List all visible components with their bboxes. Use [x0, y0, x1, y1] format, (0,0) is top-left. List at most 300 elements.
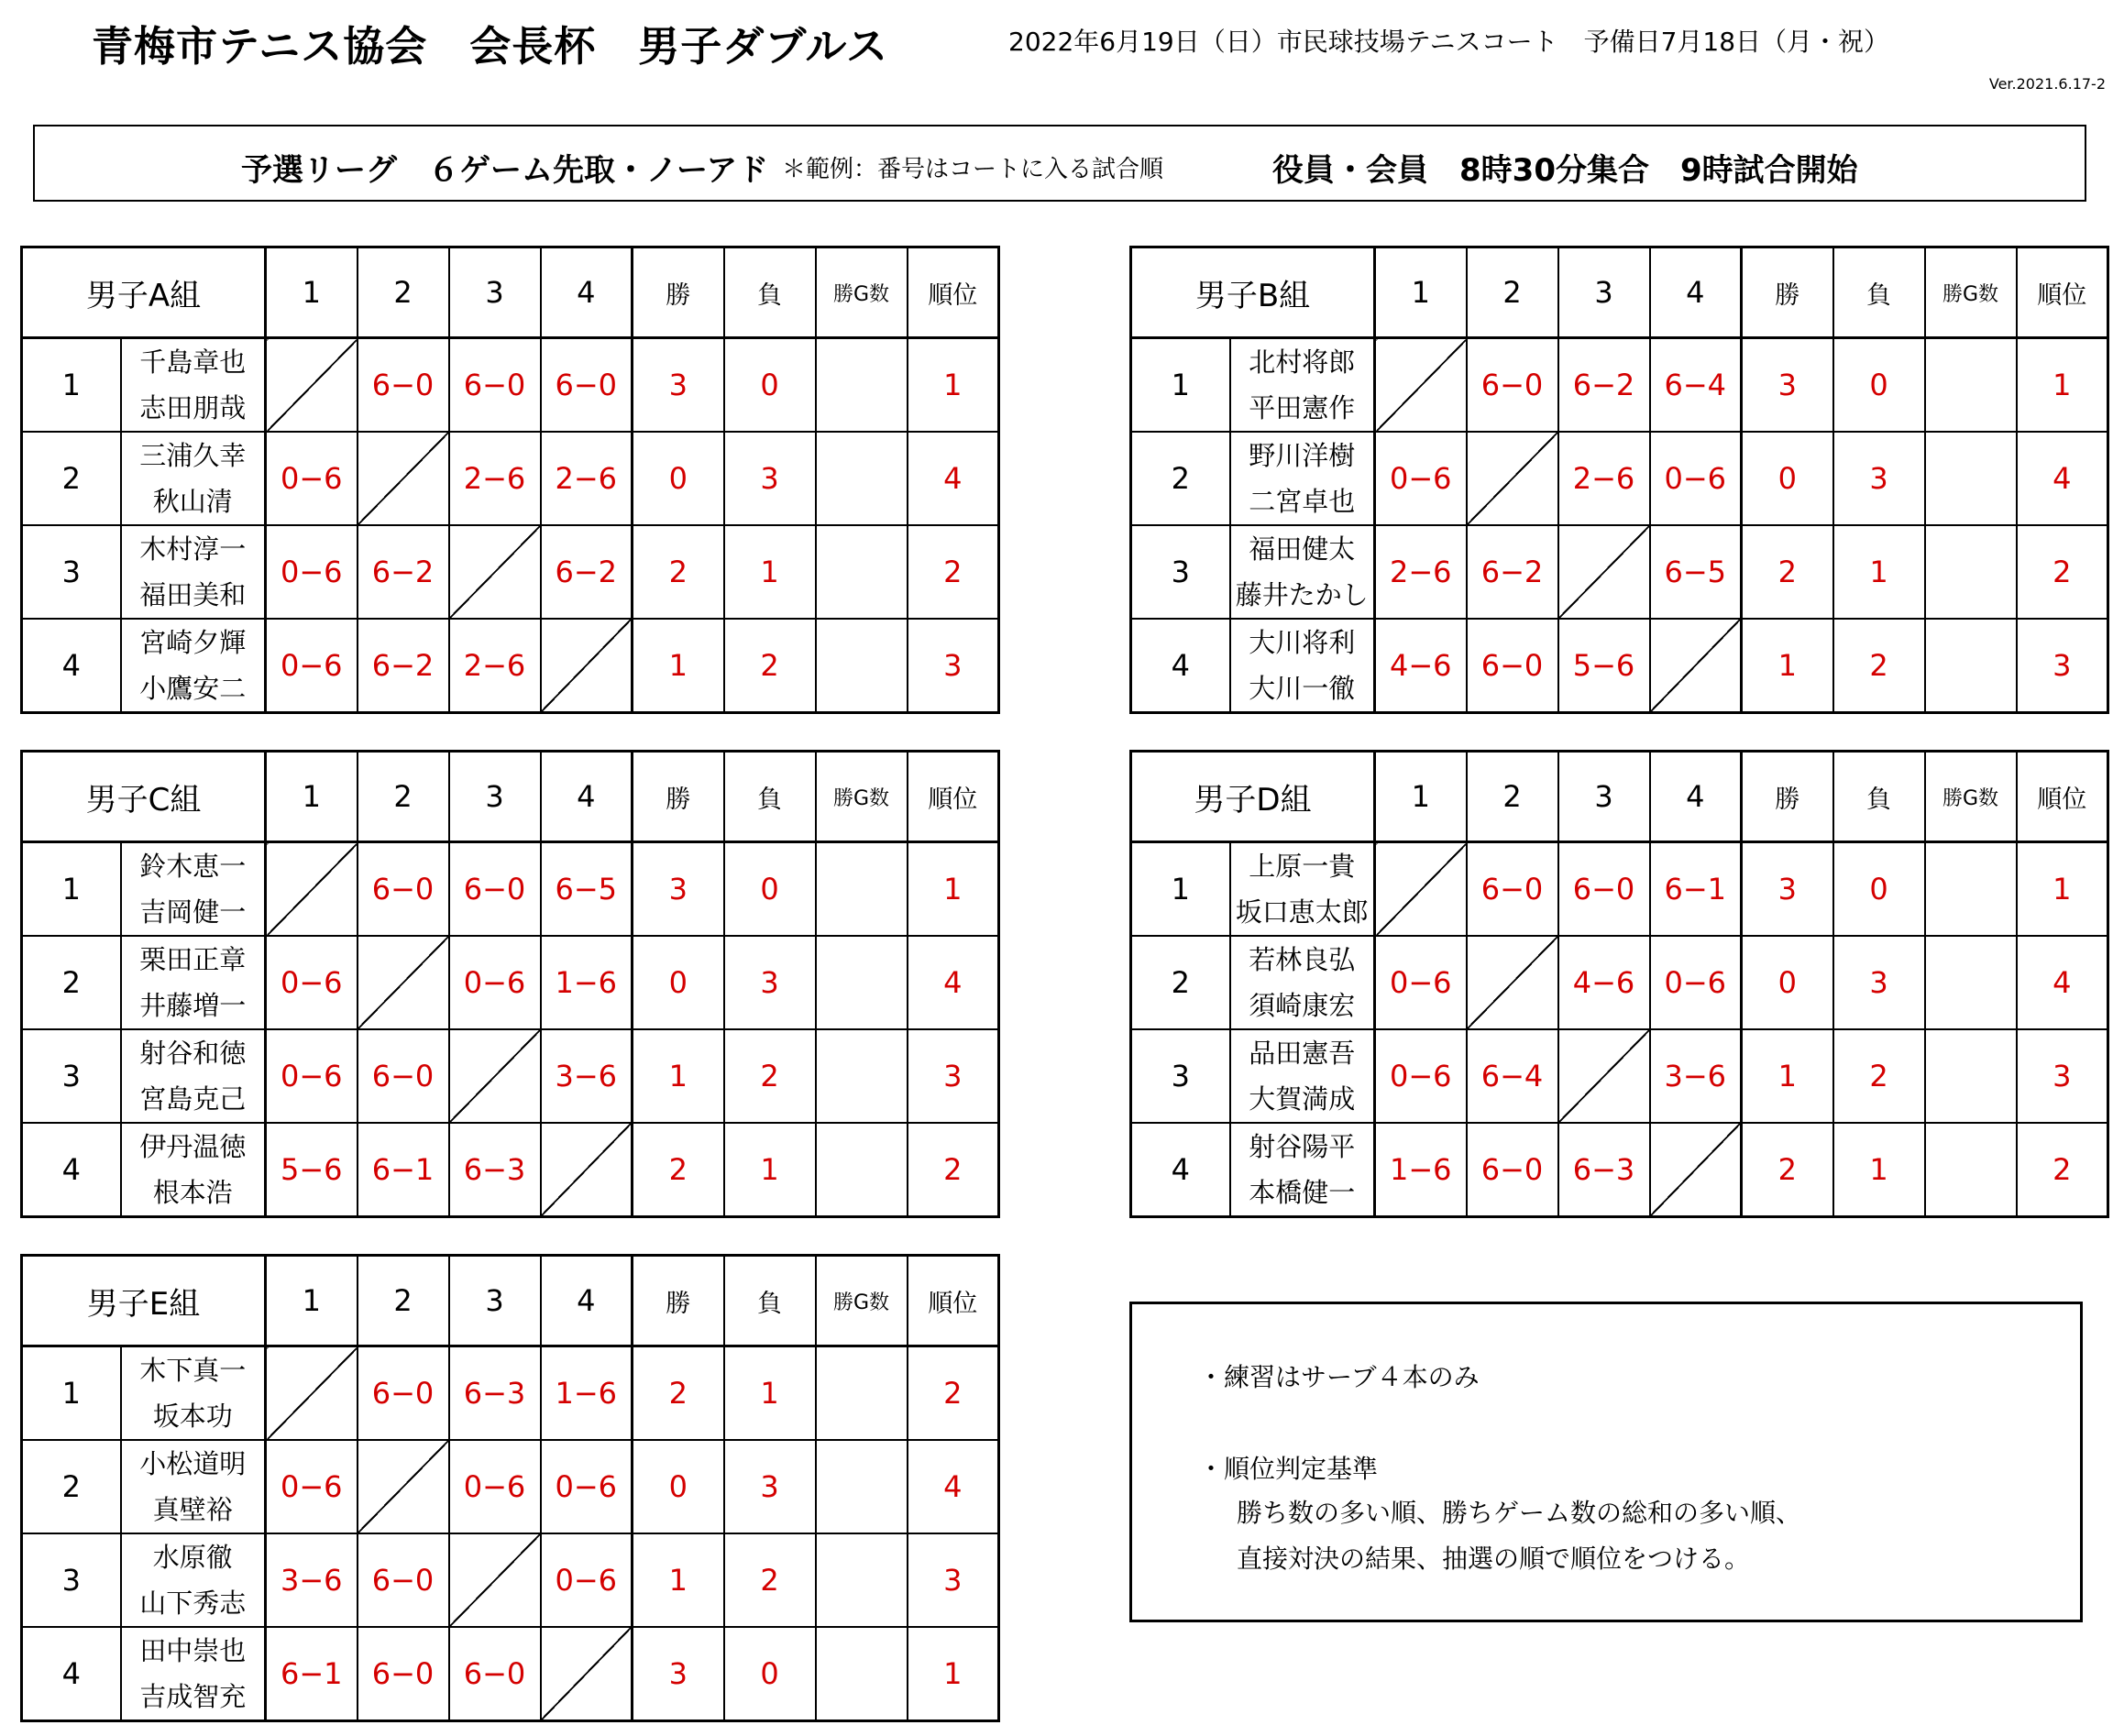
- win-cell: 1: [1742, 1029, 1833, 1123]
- table-row: [22, 1346, 999, 1441]
- score-cell: 0−6: [266, 1440, 358, 1533]
- column-header: 1: [1375, 247, 1467, 338]
- player-1-name: 水原徹: [152, 1542, 233, 1573]
- self-match-cell: [266, 338, 358, 433]
- player-names: [1230, 936, 1375, 1029]
- score-cell: 0−6: [266, 936, 358, 1029]
- player-2-name: 秋山清: [152, 486, 233, 517]
- self-match-cell: [358, 936, 449, 1029]
- entry-number: 4: [1131, 619, 1230, 713]
- win-cell: 1: [633, 1029, 724, 1123]
- rank-cell: 4: [908, 1440, 999, 1533]
- win-cell: 2: [633, 1346, 724, 1441]
- player-names: [121, 1533, 266, 1627]
- player-names: [121, 1029, 266, 1123]
- score-cell: 0−6: [1375, 432, 1467, 525]
- games-cell: [1925, 936, 2017, 1029]
- page-title: 青梅市テニス協会 会長杯 男子ダブルス: [92, 22, 889, 71]
- score-cell: 6−3: [449, 1123, 541, 1217]
- column-header: 2: [358, 1256, 449, 1346]
- column-header: 勝: [633, 247, 724, 338]
- version-label: Ver.2021.6.17-2: [1988, 75, 2106, 93]
- self-match-cell: [1650, 619, 1742, 713]
- group-table-e: [20, 1254, 1000, 1722]
- table-row: [22, 1029, 999, 1123]
- legend-note: ＊範例：番号はコートに入る試合順: [782, 156, 1164, 183]
- note-ranking-rule-1: 勝ち数の多い順、勝ちゲーム数の総和の多い順、: [1237, 1498, 1802, 1528]
- player-1-name: 上原一貴: [1249, 851, 1356, 882]
- score-cell: 6−0: [358, 1627, 449, 1721]
- games-cell: [816, 936, 908, 1029]
- column-header: 4: [541, 752, 633, 842]
- rank-cell: 2: [908, 1123, 999, 1217]
- self-match-cell: [541, 1123, 633, 1217]
- column-header: 2: [1467, 752, 1558, 842]
- rank-cell: 1: [2017, 338, 2108, 433]
- score-cell: 0−6: [266, 525, 358, 619]
- score-cell: 2−6: [449, 619, 541, 713]
- column-header: 1: [1375, 752, 1467, 842]
- player-2-name: 山下秀志: [139, 1588, 247, 1619]
- header-row: [22, 247, 999, 338]
- player-names: [1230, 1029, 1375, 1123]
- table-row: [1131, 936, 2108, 1029]
- player-2-name: 真壁裕: [152, 1494, 233, 1525]
- column-header: 4: [541, 247, 633, 338]
- win-cell: 0: [1742, 432, 1833, 525]
- self-match-cell: [449, 1029, 541, 1123]
- loss-cell: 2: [1833, 1029, 1925, 1123]
- self-match-cell: [266, 842, 358, 937]
- games-cell: [816, 1627, 908, 1721]
- loss-cell: 0: [1833, 338, 1925, 433]
- win-cell: 0: [633, 1440, 724, 1533]
- score-cell: 0−6: [266, 619, 358, 713]
- rank-cell: 4: [2017, 936, 2108, 1029]
- column-header: 4: [1650, 247, 1742, 338]
- score-cell: 0−6: [1650, 432, 1742, 525]
- loss-cell: 3: [1833, 432, 1925, 525]
- column-header: 勝: [633, 1256, 724, 1346]
- group-table-c: [20, 750, 1000, 1218]
- score-cell: 6−4: [1650, 338, 1742, 433]
- player-1-name: 宮崎夕輝: [139, 627, 247, 658]
- rank-cell: 2: [2017, 525, 2108, 619]
- loss-cell: 1: [1833, 525, 1925, 619]
- win-cell: 3: [633, 842, 724, 937]
- score-cell: 6−1: [358, 1123, 449, 1217]
- column-header: 順位: [2017, 247, 2108, 338]
- player-names: [121, 842, 266, 937]
- player-1-name: 若林良弘: [1249, 944, 1356, 975]
- player-2-name: 小鷹安二: [139, 673, 247, 704]
- loss-cell: 0: [724, 1627, 816, 1721]
- win-cell: 1: [633, 1533, 724, 1627]
- table-row: [22, 619, 999, 713]
- entry-number: 2: [1131, 432, 1230, 525]
- column-header: 勝G数: [816, 247, 908, 338]
- score-cell: 3−6: [266, 1533, 358, 1627]
- date-venue: 2022年6月19日（日）市民球技場テニスコート 予備日7月18日（月・祝）: [1008, 27, 1890, 57]
- entry-number: 1: [1131, 338, 1230, 433]
- score-cell: 6−0: [449, 842, 541, 937]
- win-cell: 2: [633, 1123, 724, 1217]
- column-header: 勝: [1742, 247, 1833, 338]
- entry-number: 3: [1131, 525, 1230, 619]
- score-cell: 0−6: [266, 432, 358, 525]
- player-names: [121, 936, 266, 1029]
- games-cell: [816, 432, 908, 525]
- score-cell: 0−6: [541, 1533, 633, 1627]
- score-cell: 2−6: [541, 432, 633, 525]
- player-names: [1230, 432, 1375, 525]
- table-row: [22, 1123, 999, 1217]
- column-header: 3: [449, 1256, 541, 1346]
- rank-cell: 2: [908, 525, 999, 619]
- score-cell: 6−5: [1650, 525, 1742, 619]
- games-cell: [1925, 619, 2017, 713]
- score-cell: 6−4: [1467, 1029, 1558, 1123]
- player-1-name: 伊丹温徳: [139, 1131, 247, 1162]
- info-banner: [33, 125, 2086, 202]
- group-name: 男子D組: [1131, 752, 1375, 842]
- score-cell: 3−6: [541, 1029, 633, 1123]
- score-cell: 6−0: [449, 1627, 541, 1721]
- rank-cell: 1: [908, 338, 999, 433]
- rank-cell: 2: [908, 1346, 999, 1441]
- player-1-name: 福田健太: [1249, 533, 1356, 565]
- entry-number: 1: [1131, 842, 1230, 937]
- player-2-name: 平田憲作: [1249, 392, 1356, 423]
- rank-cell: 4: [2017, 432, 2108, 525]
- score-cell: 6−0: [358, 1533, 449, 1627]
- loss-cell: 0: [1833, 842, 1925, 937]
- self-match-cell: [449, 525, 541, 619]
- score-cell: 4−6: [1375, 619, 1467, 713]
- loss-cell: 3: [1833, 936, 1925, 1029]
- group-name: 男子B組: [1131, 247, 1375, 338]
- player-1-name: 田中崇也: [139, 1635, 247, 1666]
- column-header: 負: [1833, 247, 1925, 338]
- loss-cell: 0: [724, 842, 816, 937]
- column-header: 1: [266, 752, 358, 842]
- player-1-name: 三浦久幸: [139, 440, 247, 471]
- games-cell: [816, 1346, 908, 1441]
- player-2-name: 坂口恵太郎: [1235, 896, 1369, 928]
- player-names: [1230, 619, 1375, 713]
- rank-cell: 3: [908, 1533, 999, 1627]
- player-names: [121, 338, 266, 433]
- player-1-name: 小松道明: [139, 1448, 247, 1479]
- self-match-cell: [1467, 432, 1558, 525]
- win-cell: 0: [633, 936, 724, 1029]
- games-cell: [1925, 1029, 2017, 1123]
- player-1-name: 栗田正章: [139, 944, 247, 975]
- score-cell: 6−0: [1558, 842, 1650, 937]
- group-name: 男子C組: [22, 752, 266, 842]
- player-names: [1230, 338, 1375, 433]
- games-cell: [816, 338, 908, 433]
- column-header: 4: [541, 1256, 633, 1346]
- player-2-name: 吉岡健一: [139, 896, 247, 928]
- player-1-name: 野川洋樹: [1249, 440, 1356, 471]
- score-cell: 6−0: [358, 338, 449, 433]
- column-header: 順位: [908, 752, 999, 842]
- column-header: 3: [1558, 752, 1650, 842]
- player-2-name: 二宮卓也: [1249, 486, 1356, 517]
- win-cell: 1: [1742, 619, 1833, 713]
- win-cell: 3: [633, 338, 724, 433]
- games-cell: [816, 842, 908, 937]
- player-names: [121, 525, 266, 619]
- rank-cell: 4: [908, 432, 999, 525]
- win-cell: 0: [633, 432, 724, 525]
- note-ranking-rule-2: 直接対決の結果、抽選の順で順位をつける。: [1237, 1544, 1751, 1574]
- score-cell: 5−6: [266, 1123, 358, 1217]
- player-1-name: 千島章也: [139, 346, 247, 378]
- group-name: 男子A組: [22, 247, 266, 338]
- score-cell: 6−3: [449, 1346, 541, 1441]
- score-cell: 3−6: [1650, 1029, 1742, 1123]
- win-cell: 2: [633, 525, 724, 619]
- self-match-cell: [1558, 1029, 1650, 1123]
- win-cell: 0: [1742, 936, 1833, 1029]
- player-names: [1230, 1123, 1375, 1217]
- score-cell: 2−6: [1375, 525, 1467, 619]
- player-2-name: 井藤増一: [139, 990, 247, 1021]
- group-table-d: [1129, 750, 2109, 1218]
- column-header: 勝G数: [1925, 247, 2017, 338]
- player-2-name: 根本浩: [152, 1177, 233, 1208]
- entry-number: 2: [22, 1440, 121, 1533]
- rank-cell: 3: [2017, 619, 2108, 713]
- column-header: 負: [1833, 752, 1925, 842]
- group-table-b: [1129, 246, 2109, 714]
- player-names: [121, 432, 266, 525]
- table-row: [22, 432, 999, 525]
- rank-cell: 1: [908, 1627, 999, 1721]
- player-2-name: 志田朋哉: [139, 392, 247, 423]
- score-cell: 6−2: [1467, 525, 1558, 619]
- player-1-name: 北村将郎: [1249, 346, 1356, 378]
- player-1-name: 射谷陽平: [1249, 1131, 1356, 1162]
- entry-number: 3: [1131, 1029, 1230, 1123]
- games-cell: [1925, 432, 2017, 525]
- score-cell: 6−1: [266, 1627, 358, 1721]
- win-cell: 3: [633, 1627, 724, 1721]
- entry-number: 4: [1131, 1123, 1230, 1217]
- loss-cell: 3: [724, 936, 816, 1029]
- column-header: 2: [358, 752, 449, 842]
- score-cell: 6−2: [541, 525, 633, 619]
- score-cell: 0−6: [266, 1029, 358, 1123]
- column-header: 順位: [2017, 752, 2108, 842]
- self-match-cell: [1375, 338, 1467, 433]
- loss-cell: 1: [724, 525, 816, 619]
- score-cell: 6−0: [1467, 619, 1558, 713]
- loss-cell: 3: [724, 1440, 816, 1533]
- rank-cell: 1: [2017, 842, 2108, 937]
- entry-number: 4: [22, 1627, 121, 1721]
- loss-cell: 2: [724, 1533, 816, 1627]
- rank-cell: 3: [908, 619, 999, 713]
- win-cell: 2: [1742, 1123, 1833, 1217]
- player-2-name: 藤井たかし: [1235, 579, 1369, 610]
- rank-cell: 3: [908, 1029, 999, 1123]
- entry-number: 3: [22, 525, 121, 619]
- player-2-name: 大賀満成: [1249, 1083, 1356, 1115]
- score-cell: 6−0: [1467, 1123, 1558, 1217]
- table-row: [22, 842, 999, 937]
- entry-number: 4: [22, 1123, 121, 1217]
- self-match-cell: [266, 1346, 358, 1441]
- score-cell: 6−3: [1558, 1123, 1650, 1217]
- player-1-name: 射谷和徳: [139, 1038, 247, 1069]
- self-match-cell: [541, 619, 633, 713]
- table-row: [1131, 842, 2108, 937]
- score-cell: 1−6: [541, 1346, 633, 1441]
- score-cell: 5−6: [1558, 619, 1650, 713]
- column-header: 勝G数: [816, 1256, 908, 1346]
- games-cell: [816, 1123, 908, 1217]
- table-row: [1131, 1123, 2108, 1217]
- player-2-name: 須崎康宏: [1249, 990, 1356, 1021]
- games-cell: [1925, 338, 2017, 433]
- table-row: [1131, 338, 2108, 433]
- header-row: [1131, 247, 2108, 338]
- header-row: [1131, 752, 2108, 842]
- table-row: [1131, 619, 2108, 713]
- self-match-cell: [449, 1533, 541, 1627]
- games-cell: [816, 1029, 908, 1123]
- games-cell: [1925, 842, 2017, 937]
- self-match-cell: [358, 1440, 449, 1533]
- win-cell: 3: [1742, 338, 1833, 433]
- games-cell: [1925, 1123, 2017, 1217]
- group-name: 男子E組: [22, 1256, 266, 1346]
- entry-number: 1: [22, 338, 121, 433]
- self-match-cell: [1375, 842, 1467, 937]
- column-header: 負: [724, 247, 816, 338]
- player-1-name: 木下真一: [139, 1355, 247, 1386]
- player-2-name: 福田美和: [139, 579, 247, 610]
- player-names: [1230, 525, 1375, 619]
- score-cell: 6−0: [449, 338, 541, 433]
- entry-number: 2: [1131, 936, 1230, 1029]
- loss-cell: 1: [1833, 1123, 1925, 1217]
- column-header: 4: [1650, 752, 1742, 842]
- loss-cell: 3: [724, 432, 816, 525]
- table-row: [1131, 525, 2108, 619]
- column-header: 3: [1558, 247, 1650, 338]
- table-row: [22, 338, 999, 433]
- notes-box: [1129, 1302, 2083, 1622]
- column-header: 勝: [1742, 752, 1833, 842]
- score-cell: 1−6: [541, 936, 633, 1029]
- loss-cell: 0: [724, 338, 816, 433]
- score-cell: 6−1: [1650, 842, 1742, 937]
- player-2-name: 大川一徹: [1249, 673, 1356, 704]
- games-cell: [816, 1533, 908, 1627]
- table-row: [1131, 1029, 2108, 1123]
- score-cell: 6−2: [358, 619, 449, 713]
- loss-cell: 2: [724, 1029, 816, 1123]
- win-cell: 3: [1742, 842, 1833, 937]
- column-header: 順位: [908, 1256, 999, 1346]
- score-cell: 6−2: [1558, 338, 1650, 433]
- self-match-cell: [541, 1627, 633, 1721]
- player-1-name: 鈴木恵一: [139, 851, 247, 882]
- player-names: [121, 1440, 266, 1533]
- loss-cell: 2: [724, 619, 816, 713]
- score-cell: 6−0: [358, 842, 449, 937]
- player-1-name: 品田憲吾: [1249, 1038, 1356, 1069]
- table-row: [22, 1627, 999, 1721]
- player-1-name: 木村淳一: [139, 533, 247, 565]
- score-cell: 6−0: [1467, 842, 1558, 937]
- player-names: [121, 619, 266, 713]
- entry-number: 2: [22, 936, 121, 1029]
- player-2-name: 本橋健一: [1249, 1177, 1356, 1208]
- score-cell: 0−6: [449, 1440, 541, 1533]
- player-names: [121, 1123, 266, 1217]
- table-row: [22, 1533, 999, 1627]
- header-row: [22, 1256, 999, 1346]
- score-cell: 1−6: [1375, 1123, 1467, 1217]
- player-names: [121, 1346, 266, 1441]
- entry-number: 3: [22, 1533, 121, 1627]
- rank-cell: 2: [2017, 1123, 2108, 1217]
- loss-cell: 1: [724, 1123, 816, 1217]
- score-cell: 2−6: [449, 432, 541, 525]
- games-cell: [1925, 525, 2017, 619]
- note-ranking-heading: ・順位判定基準: [1198, 1454, 1379, 1484]
- self-match-cell: [358, 432, 449, 525]
- score-cell: 6−2: [358, 525, 449, 619]
- games-cell: [816, 525, 908, 619]
- score-cell: 6−0: [1467, 338, 1558, 433]
- entry-number: 4: [22, 619, 121, 713]
- player-names: [1230, 842, 1375, 937]
- loss-cell: 2: [1833, 619, 1925, 713]
- player-names: [121, 1627, 266, 1721]
- score-cell: 2−6: [1558, 432, 1650, 525]
- group-table-a: [20, 246, 1000, 714]
- table-row: [1131, 432, 2108, 525]
- column-header: 1: [266, 1256, 358, 1346]
- player-2-name: 坂本功: [152, 1401, 233, 1432]
- column-header: 2: [358, 247, 449, 338]
- column-header: 負: [724, 1256, 816, 1346]
- score-cell: 4−6: [1558, 936, 1650, 1029]
- games-cell: [816, 619, 908, 713]
- column-header: 3: [449, 752, 541, 842]
- score-cell: 6−5: [541, 842, 633, 937]
- entry-number: 1: [22, 842, 121, 937]
- column-header: 3: [449, 247, 541, 338]
- win-cell: 2: [1742, 525, 1833, 619]
- player-1-name: 大川将利: [1249, 627, 1356, 658]
- score-cell: 6−0: [541, 338, 633, 433]
- loss-cell: 1: [724, 1346, 816, 1441]
- self-match-cell: [1467, 936, 1558, 1029]
- win-cell: 1: [633, 619, 724, 713]
- rank-cell: 1: [908, 842, 999, 937]
- column-header: 順位: [908, 247, 999, 338]
- score-cell: 0−6: [449, 936, 541, 1029]
- note-practice: ・練習はサーブ４本のみ: [1198, 1362, 1480, 1392]
- format-text: 予選リーグ ６ゲーム先取・ノーアド: [241, 152, 769, 189]
